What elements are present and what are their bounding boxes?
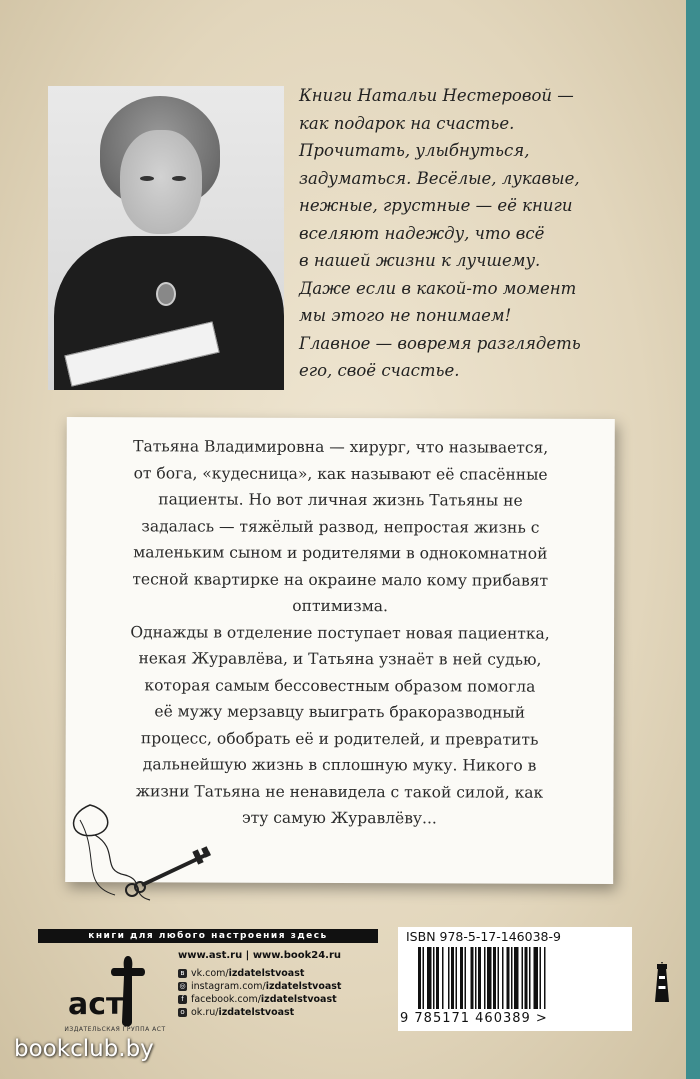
annotation-line: процесс, обобрать её и родителей, и превратить: [140, 728, 539, 749]
barcode-bar: [511, 947, 513, 1009]
barcode-bar: [460, 947, 463, 1009]
quote-line: Прочитать, улыбнуться,: [299, 141, 530, 160]
annotation-line: Однажды в отделение поступает новая пациентка,: [130, 622, 550, 643]
author-quote: [299, 82, 694, 385]
barcode-bar: [522, 947, 524, 1009]
barcode-bar: [427, 947, 432, 1009]
social-link-prefix: ok.ru/: [191, 1007, 219, 1018]
quote-line: как подарок на счастье.: [299, 113, 515, 133]
barcode-bar: [475, 947, 477, 1009]
quote-line: Главное — вовремя разглядеть: [299, 333, 581, 353]
quote-line: вселяют надежду, что всё: [299, 223, 545, 243]
social-link-prefix: vk.com/: [191, 968, 229, 979]
annotation-line: от бога, «кудесница», как называют её спасённые: [133, 463, 548, 484]
barcode-bar: [484, 947, 486, 1009]
slogan-banner: книги для любого настроения здесь: [38, 929, 378, 943]
barcode-bar: [436, 947, 439, 1009]
barcode-bar: [465, 947, 467, 1009]
barcode-bar: [493, 947, 496, 1009]
barcode-bar: [502, 947, 504, 1009]
barcode-bar: [498, 947, 500, 1009]
annotation-line: тесной квартирке на окраине мало кому прибавят: [132, 569, 549, 590]
quote-line: его, своё счастье.: [299, 361, 460, 380]
barcode-bar: [534, 947, 539, 1009]
barcode-bar: [529, 947, 531, 1009]
vk-icon: в: [178, 969, 187, 978]
quote-line: Книги Натальи Нестеровой —: [299, 86, 574, 105]
social-link-handle: izdatelstvoast: [228, 968, 305, 979]
isbn: ISBN 978-5-17-146038-9: [406, 929, 561, 944]
barcode-bar: [471, 947, 474, 1009]
annotation-line: жизни Татьяна не ненавидела с такой силой, как: [135, 781, 544, 802]
barcode-bar: [433, 947, 435, 1009]
barcode-bar: [442, 947, 444, 1009]
social-link-handle: izdatelstvoast: [265, 981, 342, 992]
annotation-line: пациенты. Но вот личная жизнь Татьяны не: [158, 490, 523, 510]
social-link[interactable]: [178, 993, 341, 1006]
publisher-links: [178, 950, 341, 1019]
barcode-bar: [487, 947, 492, 1009]
quote-line: нежные, грустные — её книги: [299, 196, 573, 215]
watermark: bookclub.by: [14, 1036, 154, 1062]
annotation-line: которая самым бессовестным образом помогла: [144, 675, 536, 696]
instagram-icon: ◎: [179, 982, 186, 990]
annotation-line: эту самую Журавлёву...: [241, 808, 437, 828]
quote-line: в нашей жизни к лучшему.: [299, 251, 541, 270]
author-photo: [48, 86, 284, 390]
quote-line: мы этого не понимаем!: [299, 306, 512, 325]
social-link-prefix: facebook.com/: [191, 994, 261, 1005]
key-illustration: [60, 795, 230, 925]
annotation-line: Татьяна Владимировна — хирург, что называется,: [133, 437, 549, 457]
social-link[interactable]: [178, 967, 341, 980]
barcode-bar: [514, 947, 519, 1009]
lighthouse-icon: [649, 962, 675, 1004]
barcode-bar: [507, 947, 510, 1009]
social-link[interactable]: [178, 980, 341, 993]
barcode-bar: [418, 947, 421, 1009]
annotation-text: [65, 433, 614, 832]
barcode-box: [398, 927, 632, 1031]
social-link[interactable]: [178, 1006, 341, 1019]
ast-logo: [66, 952, 160, 1032]
barcode-bar: [525, 947, 528, 1009]
barcode-bar: [478, 947, 481, 1009]
facebook-icon: f: [178, 995, 187, 1004]
annotation-line: её мужу мерзавцу выиграть бракоразводный: [154, 702, 526, 722]
barcode-bar: [423, 947, 425, 1009]
ok-icon: о: [178, 1008, 187, 1017]
social-link-prefix: instagram.com/: [191, 981, 266, 992]
barcode-number: 9 785171 460389 >: [400, 1011, 548, 1026]
barcode-bar: [451, 947, 454, 1009]
ast-logo-text: аст: [68, 987, 124, 1022]
barcode-bar: [448, 947, 450, 1009]
social-link-handle: izdatelstvoast: [218, 1007, 295, 1018]
publisher-name: ИЗДАТЕЛЬСКАЯ ГРУППА АСТ: [64, 1026, 166, 1033]
publisher-sites[interactable]: www.ast.ru | www.book24.ru: [178, 950, 342, 961]
barcode-bar: [544, 947, 546, 1009]
barcode-bar: [456, 947, 458, 1009]
annotation-line: дальнейшую жизнь в сплошную муку. Никого в: [142, 755, 537, 775]
annotation-line: задалась — тяжёлый развод, непростая жизнь с: [141, 516, 540, 537]
annotation-line: маленьким сыном и родителями в однокомнатной: [133, 543, 548, 563]
annotation-line: некая Журавлёва, и Татьяна узнаёт в ней судью,: [138, 649, 542, 669]
barcode: [418, 947, 618, 1011]
social-link-handle: izdatelstvoast: [260, 994, 337, 1005]
barcode-bar: [540, 947, 542, 1009]
annotation-line: оптимизма.: [292, 596, 388, 616]
quote-line: Даже если в какой-то момент: [299, 278, 577, 298]
quote-line: задуматься. Весёлые, лукавые,: [299, 168, 580, 188]
